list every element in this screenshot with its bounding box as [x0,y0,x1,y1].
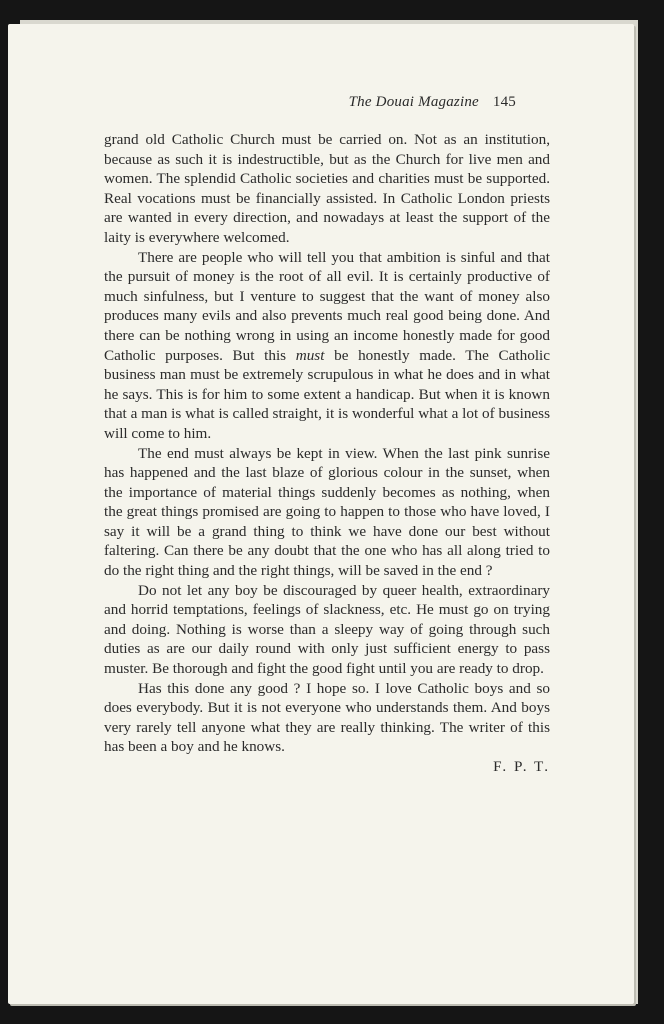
page-number: 145 [492,94,516,110]
book-page [8,24,634,1004]
author-signature: F. P. T. [493,758,550,775]
emphasized-word: must [295,346,325,364]
journal-title: The Douai Magazine [348,94,479,110]
paragraph-2-part-2: be honestly made. The Catholic business man must be extremely scrupulous in what he does and in what he says. This is for him to some extent a handicap. But when it is known that a man is what is called straight, it is wonderful what a lot of business will come to him. [104,346,550,442]
paragraph-2 [104,248,550,444]
paragraph-2-part-1: There are people who will tell you that ambition is sinful and that the pursuit of money is the root of all evil. It is certainly productive of much sinfulness, but I venture to suggest that the want of money also produces many evils and also prevents much real good being done. And there can be nothing wrong in using an income honestly made for good Catholic purposes. But this [104,248,550,364]
running-header [104,94,516,111]
article-body [104,130,550,777]
paragraph-3: The end must always be kept in view. When the last pink sunrise has happened and the last blaze of glorious colour in the sunset, when the importance of material things suddenly becomes as nothing, when the great things promised are going to happen to those who have loved, I say it will be a grand thing to think we have done our best without faltering. Can there be any doubt that the one who has all along tried to do the right thing and the right things, will be saved in the end ? [104,444,550,580]
paragraph-5: Has this done any good ? I hope so. I love Catholic boys and so does everybody. But it is not everyone who understands them. And boys very rarely tell anyone what they are really thinking. The writer of this has been a boy and he knows. [104,679,550,756]
paragraph-1: grand old Catholic Church must be carried on. Not as an institution, because as such it is indestructible, but as the Church for live men and women. The splendid Catholic societies and charities must be supported. Real vocations must be financially assisted. In Catholic London priests are wanted in every direction, and nowadays at least the support of the laity is everywhere welcomed. [104,131,550,246]
paragraph-4: Do not let any boy be discouraged by queer health, extraordinary and horrid temptations, feelings of slackness, etc. He must go on trying and doing. Nothing is worse than a sleepy way of going through such duties as are our daily round with only just sufficient energy to pass muster. Be thorough and fight the good fight until you are ready to drop. [104,581,550,678]
